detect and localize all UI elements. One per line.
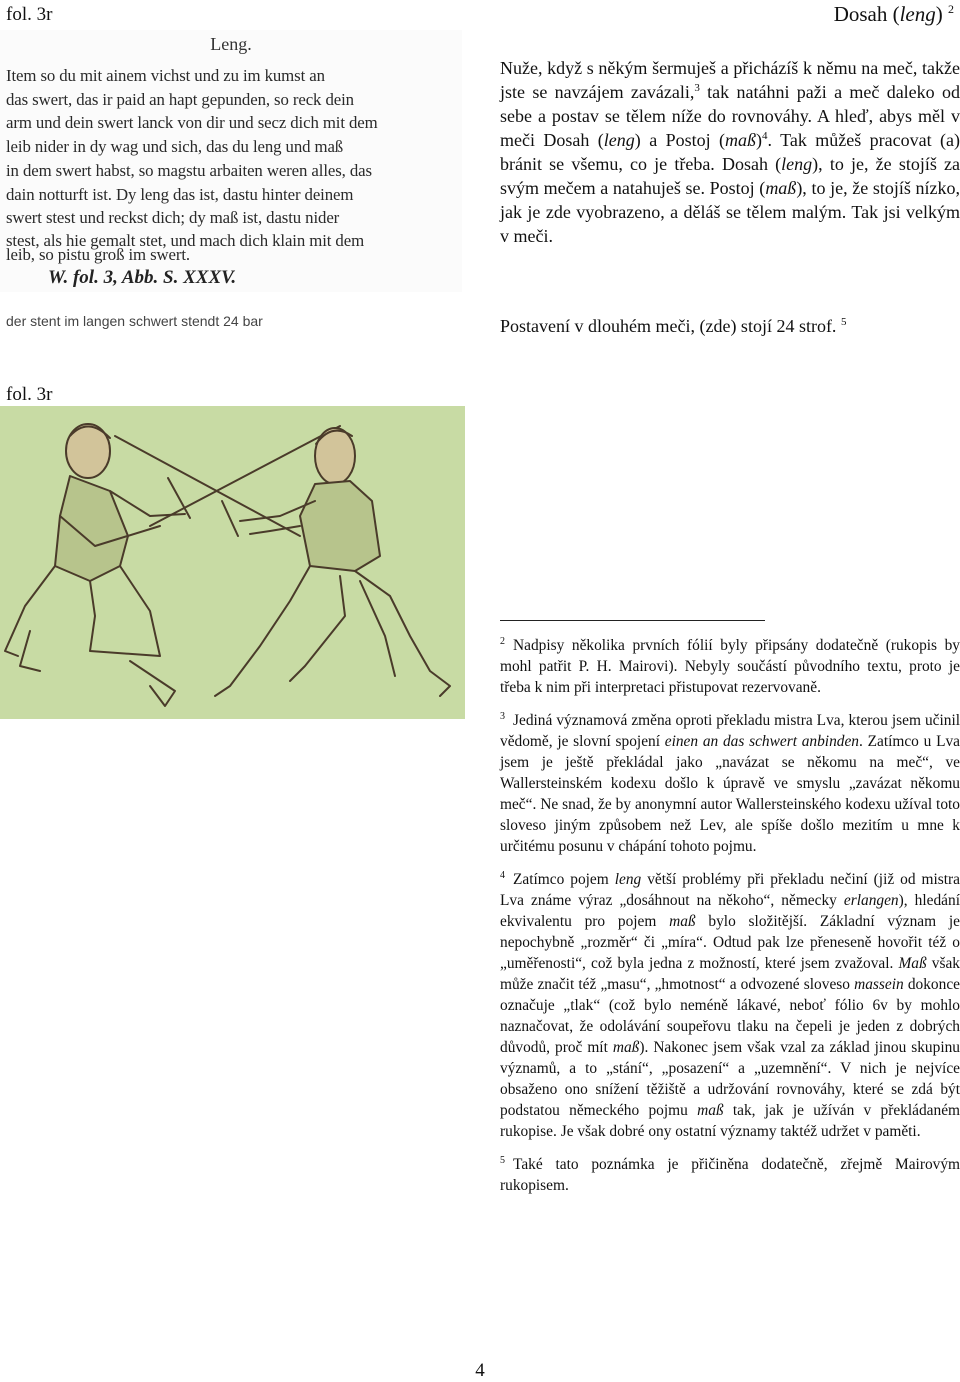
folio-label-lower: fol. 3r	[6, 384, 53, 405]
scan-line: dain notturft ist. Dy leng das ist, dastu hinter deinem	[6, 185, 354, 204]
footnote-ref-5[interactable]: 5	[840, 316, 847, 328]
title-leng: leng	[899, 2, 936, 26]
translation-paragraph: Nuže, když s někým šermuješ a přicházíš k němu na meč, takže jste se navzájem zavázali,$^3$ tak natáhni paži a meč daleko od sebe a postav se tělem níže do rovnováhy. A hleď, abys měl v meči Dosah (leng) a Postoj (maß)$^4$. Tak můžeš pracovat (a) bránit se všemu, co je třeba. Dosah (leng), to je, že stojíš za svým mečem a natahuješ se. Postoj (maß), to je, že stojíš nízko, jak je zde vyobrazeno, a děláš se tělem malým. Tak jsi velkým v meči.	[500, 58, 960, 246]
scan-line: in dem swert habst, so magstu arbaiten weren alles, das	[6, 161, 372, 180]
footnote-number: 2	[500, 635, 505, 647]
footnote-5: $^5$ Také tato poznámka je přičiněna dodatečně, zřejmě Mairovým rukopisem.	[500, 1154, 960, 1194]
footnote-ref-4[interactable]: 4	[762, 130, 768, 142]
folio-label-top: fol. 3r	[6, 4, 53, 25]
footnote-3: $^3$ Jediná významová změna oproti překladu mistra Lva, kterou jsem učinil vědomě, je slovní spojení einen an das schwert anbinden. Zatímco u Lva jsem je ještě překládal jako „navázat se někomu na meč“, ve Wallersteinském kodexu došlo k úpravě ve smyslu „zavázat někomu meč“. Ne snad, že by anonymní autor Wallersteinského kodexu užíval toto sloveso jiným způsobem než Lev, ale spíše došlo mezitím u mne k určitému posunu v chápání tohoto pojmu.	[500, 710, 960, 855]
translation-text	[500, 56, 960, 248]
footnote-separator	[500, 620, 765, 621]
scan-line-last: leib, so pistu groß im swert.	[6, 245, 191, 264]
footnote-4: $^4$ Zatímco pojem leng větší problémy při překladu nečiní (již od mistra Lva známe výraz „dosáhnout na někoho“, německy erlangen), hledání ekvivalentu pro pojem maß bylo složitější. Základní význam je nepochybně „rozměr“ či „míra“. Odtud pak lze přeneseně hovořit též o „uměřenosti“, což byla jedna z možností, které jsem zvažoval. Maß však může značit též „masu“, „hmotnost“ a odvozené sloveso massein dokonce označuje „tlak“ (což bylo neméně lákavé, neboť fólio 6v by mohlo naznačovat, že odolávání soupeřovu tlaku na čepeli je jeden z dobrých důvodů, proč mít maß). Nakonec jsem však vzal za základ jinou skupinu významů, a to „stání“, „posazení“ a „uzemnění“. V nich je nejvíce obsaženo ono snížení těžiště a udržování rovnováhy, které se zdá být podstatou německého pojmu maß tak, jak je užíván v překládaném rukopise. Je však dobré ony ostatní významy taktéž udržet v paměti.	[500, 869, 960, 1140]
scan-reference: W. fol. 3, Abb. S. XXXV.	[48, 267, 237, 288]
footnote-number: 3	[500, 710, 505, 722]
scan-line: swert stest und reckst dich; dy maß ist, dastu nider	[6, 208, 340, 227]
footnote-number: 4	[500, 869, 505, 881]
scan-line: arm und dein swert lanck von dir und secz dich mit dem	[6, 113, 378, 132]
page-number: 4	[475, 1360, 485, 1381]
fencers-drawing	[0, 406, 465, 719]
title-footnote-ref[interactable]: 2	[948, 2, 954, 16]
czech-caption: Postavení v dlouhém meči, (zde) stojí 24 strof. $^5$	[500, 316, 847, 336]
left-fencer	[5, 424, 185, 706]
scan-line: stest, als hie gemalt stet, und mach dich klain mit dem	[6, 231, 365, 250]
scan-line: leib nider in dy wag und sich, das du leng und maß	[6, 137, 344, 156]
fencing-illustration	[0, 406, 465, 719]
scan-heading: Leng.	[210, 34, 252, 54]
scan-line: Item so du mit ainem vichst und zu im kumst an	[6, 66, 325, 85]
german-caption: der stent im langen schwert stendt 24 bar	[6, 313, 263, 329]
footnote-2: $^2$ Nadpisy několika prvních fólií byly připsány dodatečně (rukopis by mohl patřit P. H. Mairovi). Nebyly součástí původního textu, proto je třeba k nim při interpretaci přistupovat rezervovaně.	[500, 635, 960, 696]
sword-left	[115, 436, 300, 536]
footnote-ref-3[interactable]: 3	[694, 82, 700, 94]
german-text-scan	[0, 30, 462, 292]
title-text: Dosah (leng)	[833, 2, 943, 26]
scan-line: das swert, das ir paid an hapt gepunden, so reck dein	[6, 90, 354, 109]
right-fencer	[215, 428, 450, 696]
page-title	[834, 2, 954, 27]
footnotes	[500, 635, 960, 1208]
footnote-number: 5	[500, 1154, 505, 1166]
